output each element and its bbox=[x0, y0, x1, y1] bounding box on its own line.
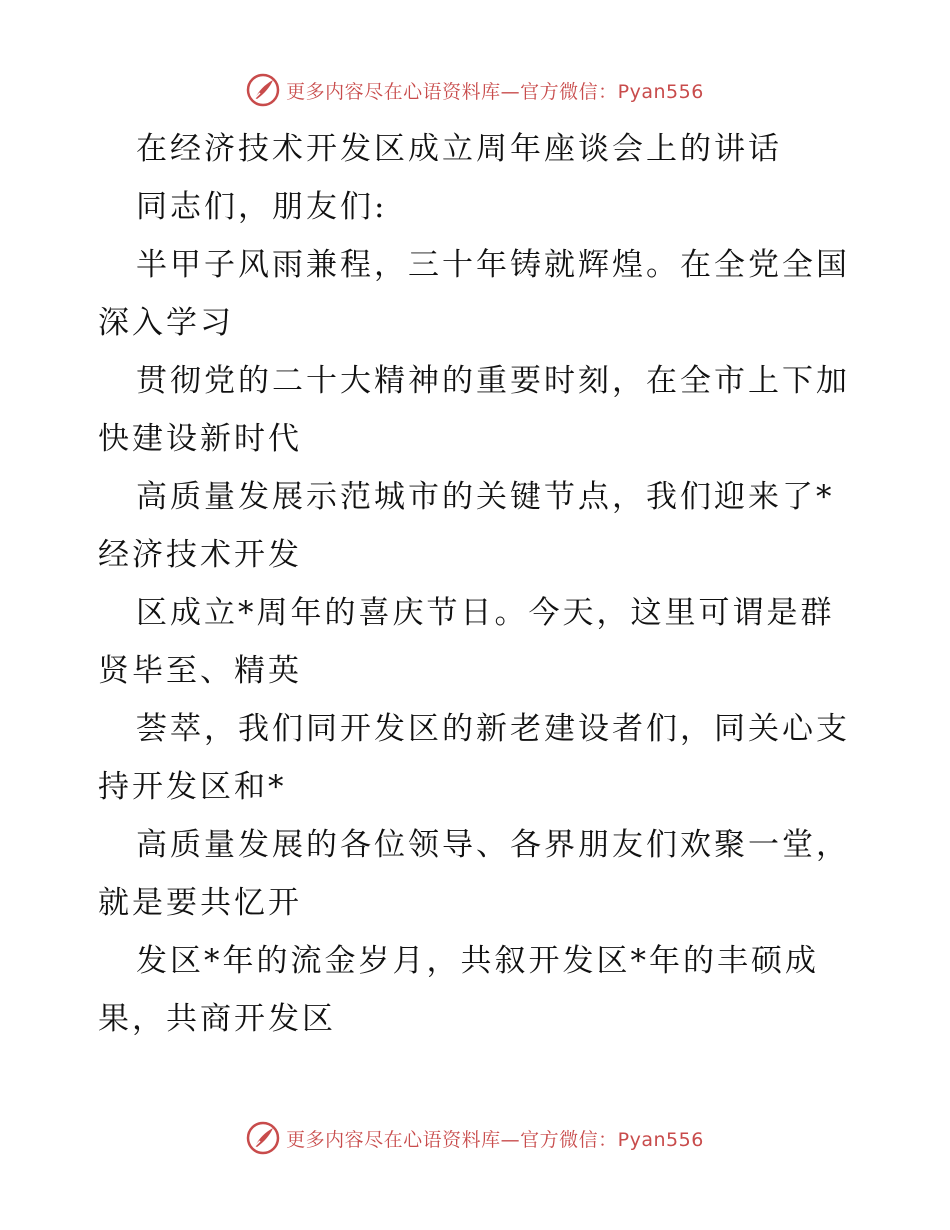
document-line: 贯彻党的二十大精神的重要时刻，在全市上下加 bbox=[136, 363, 850, 399]
document-line: 持开发区和* bbox=[98, 769, 287, 805]
document-line: 高质量发展的各位领导、各界朋友们欢聚一堂， bbox=[136, 827, 850, 863]
watermark-text: 更多内容尽在心语资料库—官方微信：Pyan556 bbox=[286, 1128, 704, 1151]
document-line: 发区*年的流金岁月，共叙开发区*年的丰硕成 bbox=[136, 943, 819, 979]
document-line: 在经济技术开发区成立周年座谈会上的讲话 bbox=[136, 131, 782, 167]
document-line: 就是要共忆开 bbox=[98, 885, 302, 921]
header-watermark bbox=[0, 70, 950, 110]
document-line: 同志们，朋友们: bbox=[136, 189, 388, 225]
document-line: 经济技术开发 bbox=[98, 537, 302, 573]
document-body bbox=[98, 120, 858, 1048]
document-line: 半甲子风雨兼程，三十年铸就辉煌。在全党全国 bbox=[136, 247, 850, 283]
footer-watermark bbox=[0, 1118, 950, 1158]
document-line: 果，共商开发区 bbox=[98, 1001, 336, 1037]
document-line: 贤毕至、精英 bbox=[98, 653, 302, 689]
document-line: 快建设新时代 bbox=[98, 421, 302, 457]
document-line: 区成立*周年的喜庆节日。今天，这里可谓是群 bbox=[136, 595, 835, 631]
quill-pen-icon bbox=[246, 73, 280, 107]
document-line: 高质量发展示范城市的关键节点，我们迎来了* bbox=[136, 479, 835, 515]
quill-pen-icon bbox=[246, 1121, 280, 1155]
document-line: 深入学习 bbox=[98, 305, 234, 341]
document-line: 荟萃，我们同开发区的新老建设者们，同关心支 bbox=[136, 711, 850, 747]
watermark-text: 更多内容尽在心语资料库—官方微信：Pyan556 bbox=[286, 80, 704, 103]
